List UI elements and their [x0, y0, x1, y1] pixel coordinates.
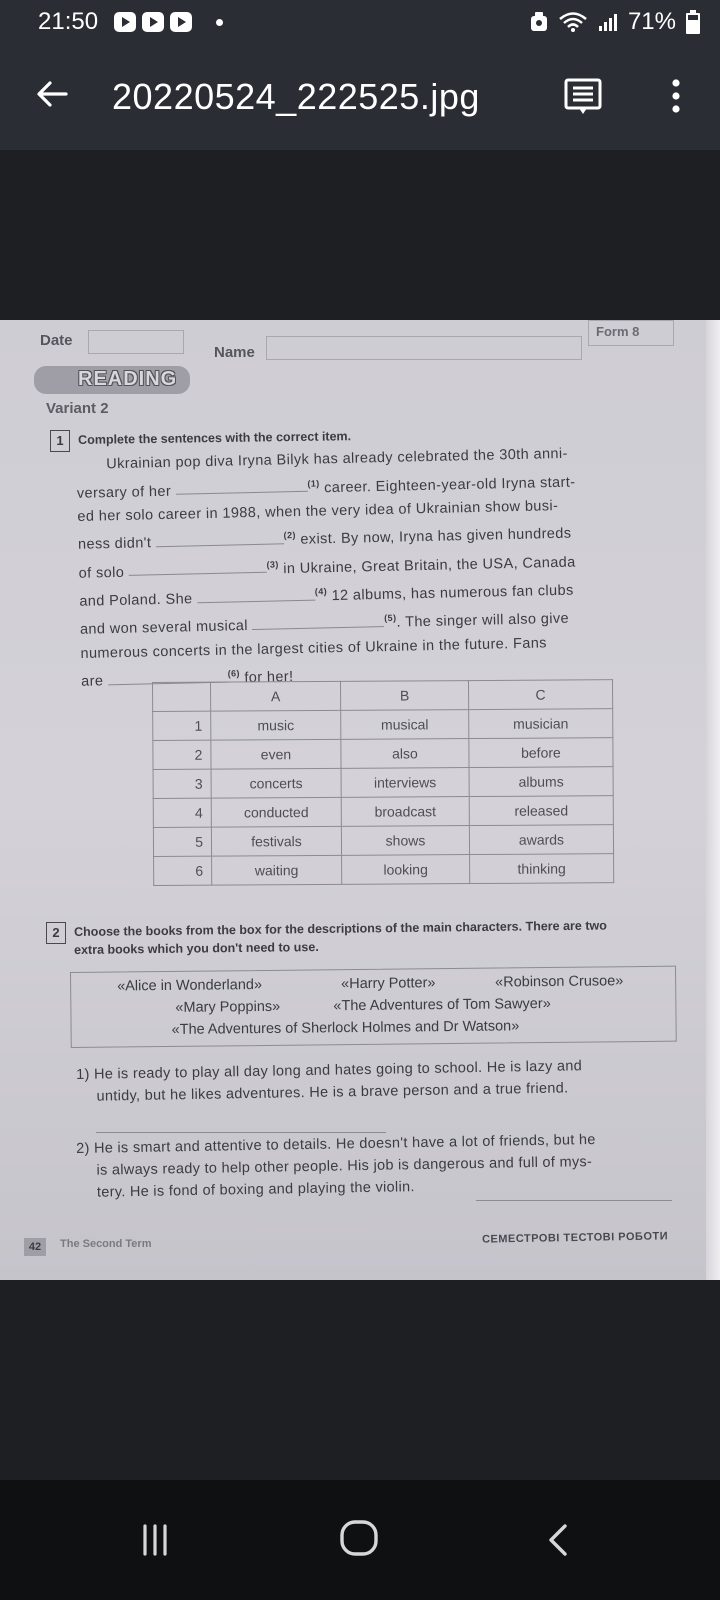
answer-blank: [156, 530, 284, 547]
passage-line: in Ukraine, Great Britain, the USA, Canada: [283, 554, 576, 577]
status-time: 21:50: [38, 8, 99, 35]
recents-icon[interactable]: [132, 1522, 178, 1558]
table-cell: festivals: [211, 826, 341, 856]
table-cell: released: [469, 796, 613, 826]
table-cell: 5: [153, 827, 211, 856]
table-row: [153, 709, 613, 741]
footer-left: The Second Term: [60, 1238, 152, 1250]
alarm-icon: [530, 12, 548, 32]
table-cell: musical: [341, 710, 469, 740]
passage-line: ed her solo career in 1988, when the very idea of Ukrainian show busi-: [77, 497, 559, 525]
passage-line: for her!: [244, 669, 294, 687]
footer-right: СЕМЕСТРОВІ ТЕСТОВІ РОБОТИ: [481, 1230, 669, 1246]
battery-icon: [686, 10, 700, 34]
table-cell: 2: [153, 740, 211, 769]
table-cell: also: [341, 739, 469, 769]
table-cell: 3: [153, 769, 211, 798]
home-icon[interactable]: [334, 1518, 384, 1558]
question-line: 2) He is smart and attentive to details. He doesn't have a lot of friends, but he: [76, 1131, 596, 1157]
gap-number: (2): [283, 530, 296, 541]
table-cell: interviews: [341, 768, 469, 798]
gap-number: (3): [266, 559, 279, 570]
question-1: [76, 1054, 677, 1108]
file-title: 20220524_222525.jpg: [112, 76, 480, 117]
passage-line: are: [80, 673, 104, 690]
date-label: Date: [40, 332, 73, 349]
answer-blank: [197, 586, 315, 603]
reading-passage: [76, 440, 685, 694]
back-icon[interactable]: [536, 1520, 582, 1560]
variant-label: Variant 2: [46, 400, 109, 417]
table-cell: shows: [341, 826, 469, 856]
page-number: 42: [24, 1238, 46, 1256]
table-row: [153, 767, 613, 799]
question-2: [76, 1128, 677, 1204]
answer-blank: [128, 559, 266, 576]
table-cell: before: [469, 738, 613, 768]
table-cell: 1: [153, 711, 211, 740]
table-header: C: [468, 680, 612, 710]
table-row: [154, 854, 614, 886]
status-bar: [0, 0, 720, 46]
table-cell: conducted: [211, 797, 341, 827]
passage-line: Ukrainian pop diva Iryna Bilyk has already celebrated the 30th anni-: [106, 445, 568, 473]
book-title: «Alice in Wonderland»: [117, 976, 263, 995]
table-cell: 4: [153, 798, 211, 827]
table-header: [153, 682, 211, 711]
youtube-icon: [114, 12, 136, 32]
book-title: «The Adventures of Sherlock Holmes and Dr Watson»: [171, 1018, 520, 1038]
book-title: «Robinson Crusoe»: [495, 973, 624, 991]
question-line: is always ready to help other people. His job is dangerous and full of mys-: [96, 1153, 593, 1179]
signal-icon: [598, 12, 618, 32]
task-number-2: 2: [46, 922, 66, 944]
name-label: Name: [214, 344, 255, 361]
book-title: «The Adventures of Tom Sawyer»: [333, 995, 551, 1015]
back-arrow-icon[interactable]: [32, 74, 72, 114]
gap-number: (1): [307, 477, 320, 489]
passage-line: career. Eighteen-year-old Iryna start-: [323, 474, 576, 496]
book-title: «Harry Potter»: [341, 975, 436, 993]
passage-line: ness didn't: [77, 535, 152, 554]
table-cell: even: [211, 739, 341, 769]
passage-line: 12 albums, has numerous fan clubs: [331, 582, 574, 605]
app-bar: [0, 46, 720, 150]
table-cell: awards: [469, 825, 613, 855]
question-line: tery. He is fond of boxing and playing the violin.: [96, 1179, 415, 1201]
question-line: untidy, but he likes adventures. He is a brave person and a true friend.: [96, 1080, 569, 1105]
wifi-icon: [558, 11, 588, 33]
passage-line: and Poland. She: [79, 591, 193, 610]
section-title: READING: [78, 368, 178, 390]
table-cell: waiting: [212, 855, 342, 885]
table-header-row: [153, 680, 613, 712]
youtube-icon: [142, 12, 164, 32]
notification-icons: [114, 12, 192, 32]
gap-number: (6): [227, 668, 240, 679]
worksheet-page: [0, 320, 720, 1280]
question-line: 1) He is ready to play all day long and hates going to school. He is lazy and: [76, 1058, 583, 1083]
task1-instruction: Complete the sentences with the correct item.: [78, 429, 352, 447]
table-cell: thinking: [470, 854, 614, 884]
youtube-icon: [170, 12, 192, 32]
passage-line: of solo: [78, 564, 125, 582]
date-box: [88, 330, 184, 354]
table-header: A: [211, 681, 341, 711]
page-edge: [706, 320, 720, 1280]
gap-number: (4): [314, 586, 328, 597]
more-notifications-dot: [216, 19, 223, 26]
passage-line: . The singer will also give: [396, 610, 570, 631]
form-label: Form 8: [596, 324, 640, 339]
passage-line: numerous concerts in the largest cities of Ukraine in the future. Fans: [80, 635, 548, 662]
answer-blank: [175, 478, 307, 495]
books-box: [70, 966, 677, 1048]
more-vert-icon[interactable]: [656, 76, 696, 116]
answer-line: [476, 1200, 672, 1201]
options-table: [152, 679, 614, 886]
task2-instruction-line1: Choose the books from the box for the descriptions of the main characters. There are two: [74, 918, 607, 939]
table-cell: musician: [469, 709, 613, 739]
passage-line: versary of her: [76, 483, 172, 502]
status-indicators: [530, 8, 700, 36]
battery-percent: 71%: [627, 8, 676, 35]
table-cell: broadcast: [341, 797, 469, 827]
table-cell: looking: [342, 855, 470, 885]
details-icon[interactable]: [563, 76, 603, 116]
table-cell: music: [211, 710, 341, 740]
book-title: «Mary Poppins»: [175, 998, 281, 1016]
task2-instruction-line2: extra books which you don't need to use.: [74, 940, 319, 957]
answer-blank: [252, 613, 384, 630]
passage-line: and won several musical: [79, 618, 249, 639]
table-row: [153, 825, 613, 857]
passage-line: exist. By now, Iryna has given hundreds: [300, 525, 572, 549]
task-number-1: 1: [50, 430, 70, 452]
table-row: [153, 796, 613, 828]
photo-viewer[interactable]: [0, 320, 720, 1280]
navigation-bar: [0, 1480, 720, 1600]
table-cell: albums: [469, 767, 613, 797]
table-row: [153, 738, 613, 770]
gap-number: (5): [384, 613, 397, 624]
table-cell: concerts: [211, 768, 341, 798]
name-box: [266, 336, 582, 360]
table-cell: 6: [154, 856, 212, 885]
table-header: B: [340, 681, 468, 711]
